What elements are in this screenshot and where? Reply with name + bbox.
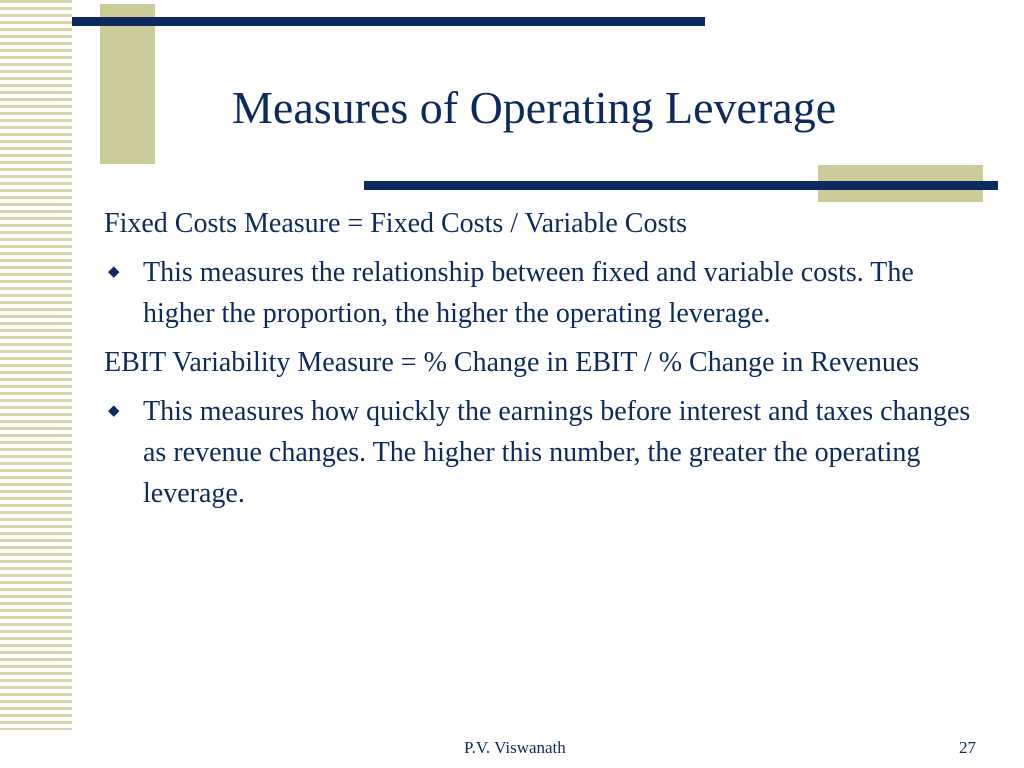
bullet-item-fixed-costs [104,252,984,334]
top-rule [72,17,705,26]
fixed-costs-measure: Fixed Costs Measure = Fixed Costs / Variable Costs [104,208,688,239]
slide-title: Measures of Operating Leverage [232,82,837,133]
slide-body [104,203,984,522]
footer-author: P.V. Viswanath [464,738,566,757]
bullet-text: This measures how quickly the earnings before interest and taxes changes as revenue changes. The higher this number, the greater the operating leverage. [143,396,971,509]
diamond-bullet-icon: ◆ [108,264,120,280]
diamond-bullet-icon: ◆ [108,403,120,419]
page-number: 27 [959,738,976,757]
bullet-item-ebit [104,391,984,514]
bullet-text: This measures the relationship between fixed and variable costs. The higher the proportion, the higher the operating leverage. [143,257,914,329]
decorative-stripes [0,0,72,730]
ebit-variability-measure: EBIT Variability Measure = % Change in EBIT / % Change in Revenues [104,347,920,378]
title-accent-block [100,4,155,164]
title-divider-rule [364,181,998,190]
